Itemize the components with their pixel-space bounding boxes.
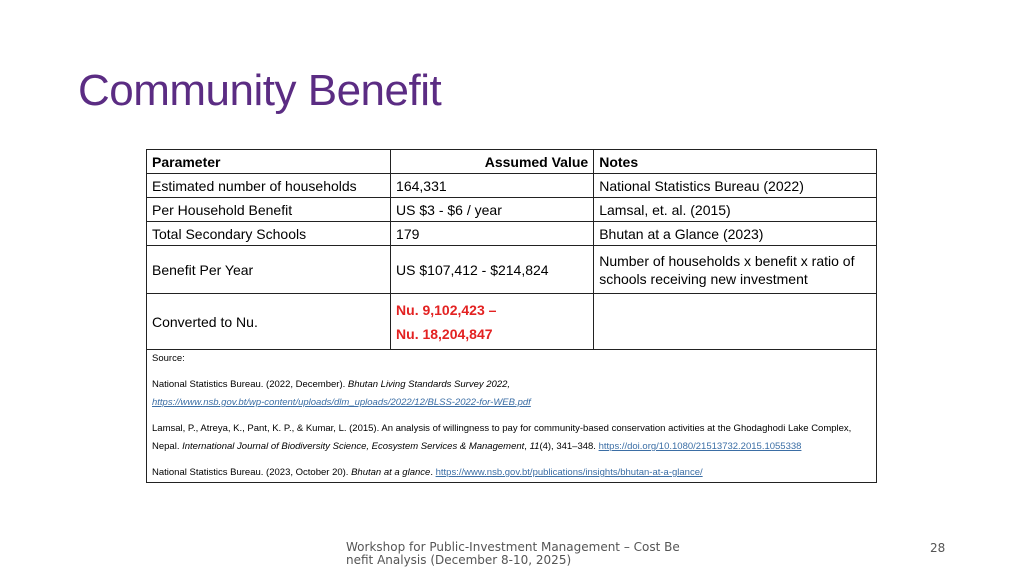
table-row [147, 174, 877, 198]
source-volume: 11 [529, 441, 540, 452]
parameter-cell: Per Household Benefit [147, 198, 391, 222]
value-cell: 179 [391, 222, 594, 246]
table-row [147, 294, 877, 350]
notes-cell: Number of households x benefit x ratio of schools receiving new investment [594, 246, 877, 294]
source-dot: . [430, 467, 436, 478]
converted-value-high: Nu. 18,204,847 [396, 325, 493, 342]
source-text: National Statistics Bureau. (2023, October 20). [152, 467, 352, 478]
header-notes: Notes [594, 150, 877, 174]
notes-cell: National Statistics Bureau (2022) [594, 174, 877, 198]
notes-cell [594, 294, 877, 350]
source-entry-nsb-2023 [152, 464, 871, 482]
source-journal: International Journal of Biodiversity Science, Ecosystem Services & Management [182, 441, 525, 452]
page-number: 28 [930, 541, 946, 555]
parameter-cell: Converted to Nu. [147, 294, 391, 350]
header-assumed-value: Assumed Value [391, 150, 594, 174]
table-row [147, 246, 877, 294]
notes-cell: Lamsal, et. al. (2015) [594, 198, 877, 222]
source-text: Lamsal, P., Atreya, K., Pant, K. P., & Kumar, L. (2015). An analysis of willingness to pay for community-based conservation activities at the Ghodaghodi Lake Complex, Nepal. [152, 423, 852, 452]
source-link[interactable]: https://www.nsb.gov.bt/publications/insights/bhutan-at-a-glance/ [435, 467, 703, 478]
source-link[interactable]: https://www.nsb.gov.bt/wp-content/uploads/dlm_uploads/2022/12/BLSS-2022-for-WEB.pdf [152, 397, 531, 408]
sources-heading: Source: [152, 353, 185, 364]
source-entry-nsb-2022 [152, 376, 871, 412]
source-pages: (4), 341–348. [539, 441, 599, 452]
table-row [147, 222, 877, 246]
header-parameter: Parameter [147, 150, 391, 174]
parameter-cell: Total Secondary Schools [147, 222, 391, 246]
footer-text: Workshop for Public-Investment Management – Cost Benefit Analysis (December 8-10, 2025) [346, 540, 680, 567]
source-title: Bhutan at a glance [351, 467, 431, 478]
notes-cell: Bhutan at a Glance (2023) [594, 222, 877, 246]
source-entry-lamsal-2015 [152, 420, 871, 456]
sources-row [147, 350, 877, 483]
table-header-row [147, 150, 877, 174]
converted-value-low: Nu. 9,102,423 – [396, 301, 497, 318]
source-title: Bhutan Living Standards Survey 2022, [347, 379, 511, 390]
source-link[interactable]: https://doi.org/10.1080/21513732.2015.1055338 [598, 441, 802, 452]
table-row [147, 198, 877, 222]
community-benefit-table [146, 149, 877, 483]
parameter-cell: Estimated number of households [147, 174, 391, 198]
value-cell: US $3 - $6 / year [391, 198, 594, 222]
source-separator: , [524, 441, 530, 452]
value-cell: US $107,412 - $214,824 [391, 246, 594, 294]
sources-cell [147, 350, 877, 483]
source-text: National Statistics Bureau. (2022, December). [152, 379, 348, 390]
value-cell: 164,331 [391, 174, 594, 198]
parameter-cell: Benefit Per Year [147, 246, 391, 294]
slide-title: Community Benefit [78, 66, 442, 115]
converted-value-cell [391, 294, 594, 350]
